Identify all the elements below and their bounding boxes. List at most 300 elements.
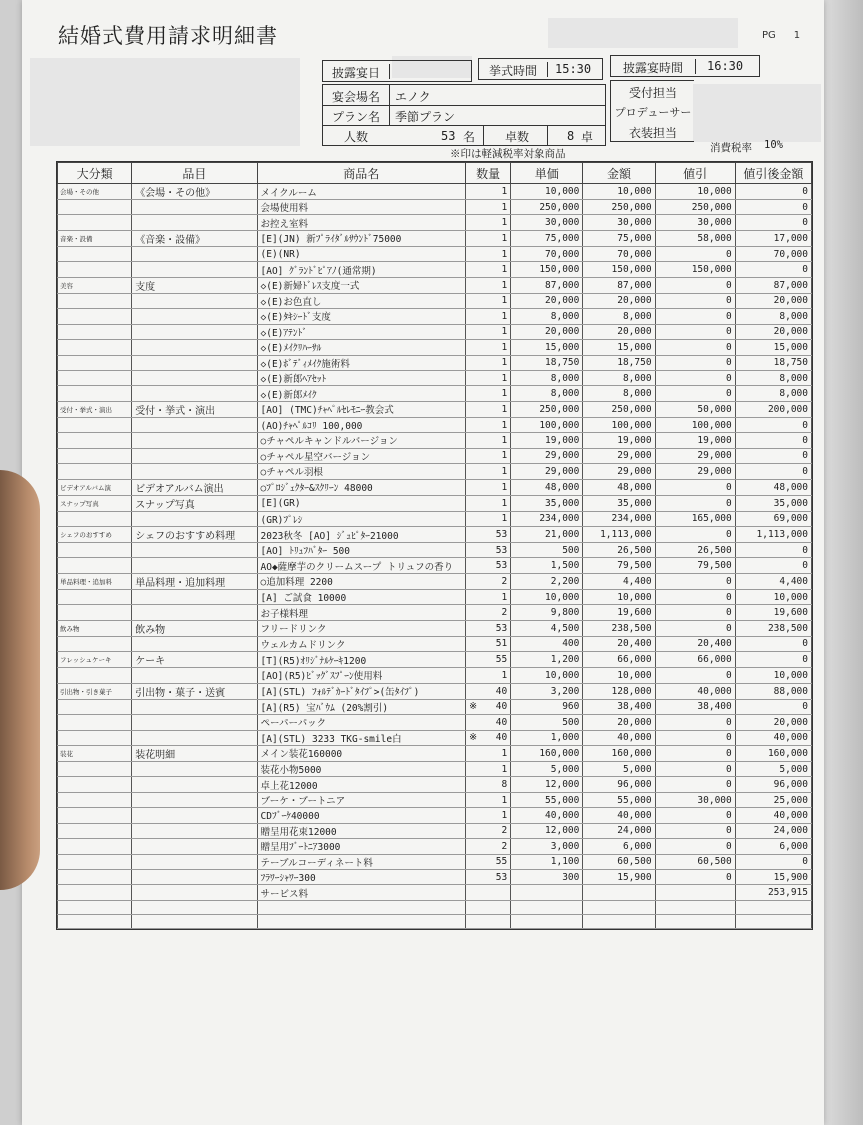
row-amount: 150,000 <box>583 262 655 277</box>
quantity-value: 1 <box>501 434 508 446</box>
row-unit-price: 20,000 <box>511 324 583 339</box>
quantity-value: 2 <box>501 575 508 587</box>
row-amount: 10,000 <box>583 668 655 683</box>
row-amount: 30,000 <box>583 215 655 230</box>
row-quantity <box>466 495 511 511</box>
row-amount: 1,113,000 <box>583 527 655 543</box>
row-discount: 250,000 <box>655 200 735 215</box>
row-item: 《会場・その他》 <box>132 184 257 200</box>
row-quantity <box>466 730 511 745</box>
row-category <box>58 777 132 792</box>
page-label: PG <box>762 30 776 41</box>
row-amount: 15,000 <box>583 340 655 355</box>
row-item <box>132 324 257 339</box>
row-quantity <box>466 620 511 636</box>
row-amount: 238,500 <box>583 620 655 636</box>
row-amount: 10,000 <box>583 589 655 604</box>
row-amount: 6,000 <box>583 839 655 854</box>
row-quantity <box>466 573 511 589</box>
row-category <box>58 636 132 651</box>
reception-staff-label: 受付担当 <box>628 86 677 100</box>
row-discount: 0 <box>655 370 735 385</box>
row-product-name: ◇(E)ｱﾃﾝﾄﾞ <box>257 324 466 339</box>
row-item <box>132 543 257 558</box>
row-product-name: [AO] ｸﾞﾗﾝﾄﾞﾋﾟｱﾉ(通常期) <box>257 262 466 277</box>
tax-rate-value: 10% <box>764 139 783 151</box>
table-row <box>58 370 812 385</box>
venue-plan-box <box>322 84 606 146</box>
plan-label: プラン名 <box>331 110 380 124</box>
row-amount: 100,000 <box>583 417 655 432</box>
row-item <box>132 246 257 261</box>
reception-time-box <box>610 55 760 77</box>
row-unit-price: 19,000 <box>511 433 583 448</box>
row-after-discount: 20,000 <box>735 324 811 339</box>
row-quantity <box>466 652 511 668</box>
row-after-discount: 8,000 <box>735 370 811 385</box>
quantity-value: 1 <box>501 341 508 353</box>
table-row <box>58 324 812 339</box>
table-row <box>58 652 812 668</box>
row-item <box>132 605 257 620</box>
row-quantity <box>466 589 511 604</box>
row-unit-price: 160,000 <box>511 745 583 761</box>
row-product-name: AO◆薩摩芋のクリームスープ トリュフの香り <box>257 558 466 573</box>
table-row <box>58 543 812 558</box>
row-product-name: サービス料 <box>257 885 466 900</box>
quantity-value: 53 <box>495 529 508 540</box>
row-category <box>58 668 132 683</box>
row-discount: 0 <box>655 293 735 308</box>
row-product-name: [A] ご試食 10000 <box>257 589 466 604</box>
row-category <box>58 511 132 526</box>
col-discount: 値引 <box>655 163 735 184</box>
row-quantity <box>466 605 511 620</box>
row-after-discount: 87,000 <box>735 277 811 293</box>
row-discount: 79,500 <box>655 558 735 573</box>
empty-cell <box>58 900 132 914</box>
row-item: 《音楽・設備》 <box>132 230 257 246</box>
empty-cell <box>511 900 583 914</box>
row-category <box>58 417 132 432</box>
empty-cell <box>655 914 735 928</box>
row-amount: 26,500 <box>583 543 655 558</box>
row-unit-price: 300 <box>511 870 583 885</box>
quantity-value: 1 <box>501 794 508 806</box>
row-unit-price: 15,000 <box>511 340 583 355</box>
row-quantity <box>466 808 511 823</box>
row-unit-price: 3,000 <box>511 839 583 854</box>
row-quantity <box>466 184 511 200</box>
row-product-name: ○追加料理 2200 <box>257 573 466 589</box>
table-header-row <box>58 163 812 184</box>
row-unit-price: 2,200 <box>511 573 583 589</box>
row-unit-price: 1,500 <box>511 558 583 573</box>
row-amount: 35,000 <box>583 495 655 511</box>
row-quantity <box>466 885 511 900</box>
row-item <box>132 370 257 385</box>
row-amount: 48,000 <box>583 479 655 495</box>
table-row <box>58 246 812 261</box>
table-row <box>58 479 812 495</box>
row-unit-price: 1,000 <box>511 730 583 745</box>
tax-rate-label: 消費税率 <box>710 142 752 154</box>
reception-date-box <box>322 60 472 82</box>
row-category: 受付・挙式・演出 <box>58 401 132 417</box>
row-after-discount: 40,000 <box>735 808 811 823</box>
row-product-name: ○チャペル星空バージョン <box>257 448 466 463</box>
quantity-value: 1 <box>501 669 508 681</box>
row-amount: 60,500 <box>583 854 655 869</box>
row-item <box>132 448 257 463</box>
invoice-table <box>56 161 813 930</box>
table-row <box>58 668 812 683</box>
document-title: 結婚式費用請求明細書 <box>58 24 278 48</box>
row-unit-price: 8,000 <box>511 370 583 385</box>
row-unit-price: 234,000 <box>511 511 583 526</box>
quantity-value: 51 <box>495 638 508 650</box>
row-item <box>132 870 257 885</box>
row-unit-price: 250,000 <box>511 401 583 417</box>
row-amount: 87,000 <box>583 277 655 293</box>
row-discount: 19,000 <box>655 433 735 448</box>
row-category <box>58 324 132 339</box>
row-category: 単品料理・追加料 <box>58 573 132 589</box>
row-after-discount: 96,000 <box>735 777 811 792</box>
row-product-name: 贈呈用ﾌﾞｰﾄﾆｱ3000 <box>257 839 466 854</box>
table-row <box>58 262 812 277</box>
row-product-name: 2023秋冬 [AO] ｼﾞｭﾋﾟﾀｰ21000 <box>257 527 466 543</box>
empty-cell <box>583 900 655 914</box>
row-quantity <box>466 527 511 543</box>
row-product-name: [A](STL) ﾌｫﾙﾃﾞｶｰﾄﾞﾀｲﾌﾟ>(缶ﾀｲﾌﾟ) <box>257 683 466 699</box>
row-discount: 29,000 <box>655 464 735 479</box>
row-item <box>132 215 257 230</box>
row-product-name: ○ﾌﾟﾛｼﾞｪｸﾀｰ&ｽｸﾘｰﾝ 48000 <box>257 479 466 495</box>
row-item: シェフのおすすめ料理 <box>132 527 257 543</box>
row-item: ケーキ <box>132 652 257 668</box>
row-quantity <box>466 854 511 869</box>
row-after-discount: 5,000 <box>735 761 811 776</box>
row-after-discount: 238,500 <box>735 620 811 636</box>
row-after-discount: 253,915 <box>735 885 811 900</box>
table-row <box>58 885 812 900</box>
row-after-discount: 19,600 <box>735 605 811 620</box>
row-product-name: [AO](R5)ﾋﾞｯｸﾞｽﾌﾟｰﾝ使用料 <box>257 668 466 683</box>
row-product-name: ◇(E)ﾎﾞﾃﾞｨﾒｲｸ施術料 <box>257 355 466 370</box>
table-row <box>58 777 812 792</box>
row-product-name: お子様料理 <box>257 605 466 620</box>
row-discount: 0 <box>655 324 735 339</box>
row-item <box>132 823 257 838</box>
row-discount: 0 <box>655 573 735 589</box>
row-discount: 150,000 <box>655 262 735 277</box>
row-product-name: ○チャペル羽根 <box>257 464 466 479</box>
row-amount: 75,000 <box>583 230 655 246</box>
row-item <box>132 808 257 823</box>
row-after-discount: 18,750 <box>735 355 811 370</box>
row-quantity <box>466 464 511 479</box>
row-product-name: [A](R5) 宝ﾊﾞｳﾑ (20%割引) <box>257 699 466 714</box>
quantity-value: 1 <box>501 217 508 229</box>
row-product-name: ◇(E)新婦ﾄﾞﾚｽ支度一式 <box>257 277 466 293</box>
table-row <box>58 699 812 714</box>
row-category <box>58 200 132 215</box>
reduced-tax-mark: ※ <box>469 701 478 713</box>
row-discount: 0 <box>655 761 735 776</box>
table-row <box>58 527 812 543</box>
row-product-name: メイン装花160000 <box>257 745 466 761</box>
empty-row <box>58 900 812 914</box>
col-quantity: 数量 <box>466 163 511 184</box>
row-discount: 0 <box>655 589 735 604</box>
ceremony-time-box <box>478 58 603 80</box>
guests-label: 人数 <box>343 130 368 144</box>
row-item <box>132 511 257 526</box>
row-item <box>132 699 257 714</box>
row-after-discount: 0 <box>735 464 811 479</box>
quantity-value: 1 <box>501 591 508 603</box>
row-product-name: (GR)ﾌﾟﾚｼ <box>257 511 466 526</box>
staff-box <box>610 80 694 142</box>
row-quantity <box>466 386 511 401</box>
row-discount: 29,000 <box>655 448 735 463</box>
row-discount: 26,500 <box>655 543 735 558</box>
row-discount: 0 <box>655 823 735 838</box>
row-product-name: ペーパーパック <box>257 715 466 730</box>
row-category <box>58 386 132 401</box>
row-category <box>58 262 132 277</box>
row-quantity <box>466 543 511 558</box>
row-discount: 38,400 <box>655 699 735 714</box>
row-item <box>132 355 257 370</box>
quantity-value: 1 <box>501 513 508 525</box>
row-category <box>58 543 132 558</box>
row-after-discount: 160,000 <box>735 745 811 761</box>
table-row <box>58 433 812 448</box>
row-category <box>58 215 132 230</box>
table-row <box>58 277 812 293</box>
table-row <box>58 620 812 636</box>
table-row <box>58 792 812 807</box>
row-after-discount: 0 <box>735 558 811 573</box>
venue-label: 宴会場名 <box>331 90 380 104</box>
row-quantity <box>466 636 511 651</box>
row-unit-price: 960 <box>511 699 583 714</box>
row-unit-price: 12,000 <box>511 823 583 838</box>
quantity-value: 53 <box>495 560 508 572</box>
row-product-name: テーブルコーディネート料 <box>257 854 466 869</box>
table-row <box>58 401 812 417</box>
row-category <box>58 730 132 745</box>
row-after-discount: 0 <box>735 636 811 651</box>
table-row <box>58 464 812 479</box>
row-unit-price: 9,800 <box>511 605 583 620</box>
guests-unit: 名 <box>463 130 476 144</box>
table-row <box>58 808 812 823</box>
empty-cell <box>735 914 811 928</box>
row-item <box>132 262 257 277</box>
row-product-name: メイクルーム <box>257 184 466 200</box>
row-discount: 0 <box>655 870 735 885</box>
table-row <box>58 854 812 869</box>
row-quantity <box>466 401 511 417</box>
row-after-discount: 40,000 <box>735 730 811 745</box>
row-after-discount: 0 <box>735 433 811 448</box>
row-discount <box>655 885 735 900</box>
row-after-discount: 4,400 <box>735 573 811 589</box>
table-row <box>58 589 812 604</box>
row-quantity <box>466 558 511 573</box>
tables-label: 卓数 <box>504 130 529 144</box>
background-right <box>823 0 863 1125</box>
row-after-discount: 70,000 <box>735 246 811 261</box>
row-quantity <box>466 417 511 432</box>
row-product-name: [E](GR) <box>257 495 466 511</box>
row-quantity <box>466 324 511 339</box>
row-quantity <box>466 215 511 230</box>
table-row <box>58 417 812 432</box>
row-item <box>132 293 257 308</box>
row-after-discount: 69,000 <box>735 511 811 526</box>
quantity-value: 1 <box>501 403 508 415</box>
row-product-name: フリードリンク <box>257 620 466 636</box>
row-after-discount: 0 <box>735 200 811 215</box>
empty-cell <box>466 914 511 928</box>
row-product-name: お控え室料 <box>257 215 466 230</box>
row-after-discount: 24,000 <box>735 823 811 838</box>
row-discount: 60,500 <box>655 854 735 869</box>
row-after-discount: 88,000 <box>735 683 811 699</box>
row-product-name: [AO] ﾄﾘｭﾌﾊﾞﾀｰ 500 <box>257 543 466 558</box>
table-row <box>58 573 812 589</box>
table-row <box>58 340 812 355</box>
row-discount: 0 <box>655 620 735 636</box>
row-unit-price: 48,000 <box>511 479 583 495</box>
row-quantity <box>466 293 511 308</box>
row-unit-price: 100,000 <box>511 417 583 432</box>
quantity-value: 1 <box>501 450 508 462</box>
row-product-name: ブーケ・ブートニア <box>257 792 466 807</box>
quantity-value: 2 <box>501 825 508 837</box>
row-category <box>58 605 132 620</box>
row-product-name: 卓上花12000 <box>257 777 466 792</box>
row-category <box>58 464 132 479</box>
table-row <box>58 823 812 838</box>
row-quantity <box>466 839 511 854</box>
row-amount: 250,000 <box>583 200 655 215</box>
row-amount: 20,000 <box>583 293 655 308</box>
row-quantity <box>466 448 511 463</box>
table-row <box>58 448 812 463</box>
row-amount: 55,000 <box>583 792 655 807</box>
row-discount: 30,000 <box>655 215 735 230</box>
row-item <box>132 761 257 776</box>
row-after-discount: 6,000 <box>735 839 811 854</box>
row-amount: 24,000 <box>583 823 655 838</box>
quantity-value: 53 <box>495 544 508 556</box>
empty-cell <box>132 900 257 914</box>
quantity-value: 1 <box>501 264 508 276</box>
row-unit-price: 150,000 <box>511 262 583 277</box>
quantity-value: 1 <box>501 201 508 213</box>
ceremony-time-label: 挙式時間 <box>479 62 548 77</box>
row-amount <box>583 885 655 900</box>
row-product-name: [E](JN) 新ﾌﾟﾗｲﾀﾞﾙｻｳﾝﾄﾞ75000 <box>257 230 466 246</box>
empty-cell <box>257 914 466 928</box>
row-quantity <box>466 262 511 277</box>
row-after-discount: 15,900 <box>735 870 811 885</box>
row-category: ビデオアルバム演 <box>58 479 132 495</box>
quantity-value: 1 <box>501 186 508 197</box>
row-amount: 4,400 <box>583 573 655 589</box>
row-item: 装花明細 <box>132 745 257 761</box>
row-product-name: [A](STL) 3233 TKG-smile白 <box>257 730 466 745</box>
redacted-block-left <box>30 58 300 146</box>
quantity-value: 1 <box>501 809 508 821</box>
row-unit-price: 12,000 <box>511 777 583 792</box>
row-quantity <box>466 745 511 761</box>
row-unit-price: 21,000 <box>511 527 583 543</box>
row-quantity <box>466 761 511 776</box>
tables-unit: 卓 <box>581 130 594 144</box>
empty-row <box>58 914 812 928</box>
table-row <box>58 636 812 651</box>
row-unit-price: 55,000 <box>511 792 583 807</box>
table-row <box>58 230 812 246</box>
quantity-value: 40 <box>495 685 508 697</box>
row-product-name: [AO] (TMC)ﾁｬﾍﾟﾙｾﾚﾓﾆｰ教会式 <box>257 401 466 417</box>
row-unit-price: 29,000 <box>511 448 583 463</box>
ceremony-time-value: 15:30 <box>555 62 592 76</box>
row-amount: 20,000 <box>583 715 655 730</box>
row-item <box>132 464 257 479</box>
row-item <box>132 854 257 869</box>
row-quantity <box>466 200 511 215</box>
row-product-name: ◇(E)お色直し <box>257 293 466 308</box>
row-category <box>58 792 132 807</box>
row-product-name: (AO)ﾁｬﾍﾟﾙｺﾘ 100,000 <box>257 417 466 432</box>
row-item: 引出物・菓子・送賓 <box>132 683 257 699</box>
row-item <box>132 839 257 854</box>
row-after-discount: 20,000 <box>735 715 811 730</box>
row-quantity <box>466 870 511 885</box>
row-item <box>132 715 257 730</box>
row-amount: 38,400 <box>583 699 655 714</box>
row-category <box>58 823 132 838</box>
row-amount: 29,000 <box>583 464 655 479</box>
row-after-discount: 10,000 <box>735 589 811 604</box>
col-category: 大分類 <box>58 163 132 184</box>
row-unit-price: 1,200 <box>511 652 583 668</box>
row-after-discount: 35,000 <box>735 495 811 511</box>
table-row <box>58 715 812 730</box>
row-discount: 0 <box>655 777 735 792</box>
row-after-discount: 0 <box>735 652 811 668</box>
row-discount: 0 <box>655 355 735 370</box>
row-discount: 30,000 <box>655 792 735 807</box>
row-unit-price: 87,000 <box>511 277 583 293</box>
empty-cell <box>257 900 466 914</box>
row-product-name: [T](R5)ｵﾘｼﾞﾅﾙｹｰｷ1200 <box>257 652 466 668</box>
row-category: 美容 <box>58 277 132 293</box>
row-discount: 58,000 <box>655 230 735 246</box>
row-quantity <box>466 479 511 495</box>
row-item: 単品料理・追加料理 <box>132 573 257 589</box>
row-category <box>58 370 132 385</box>
table-row <box>58 511 812 526</box>
empty-cell <box>511 914 583 928</box>
